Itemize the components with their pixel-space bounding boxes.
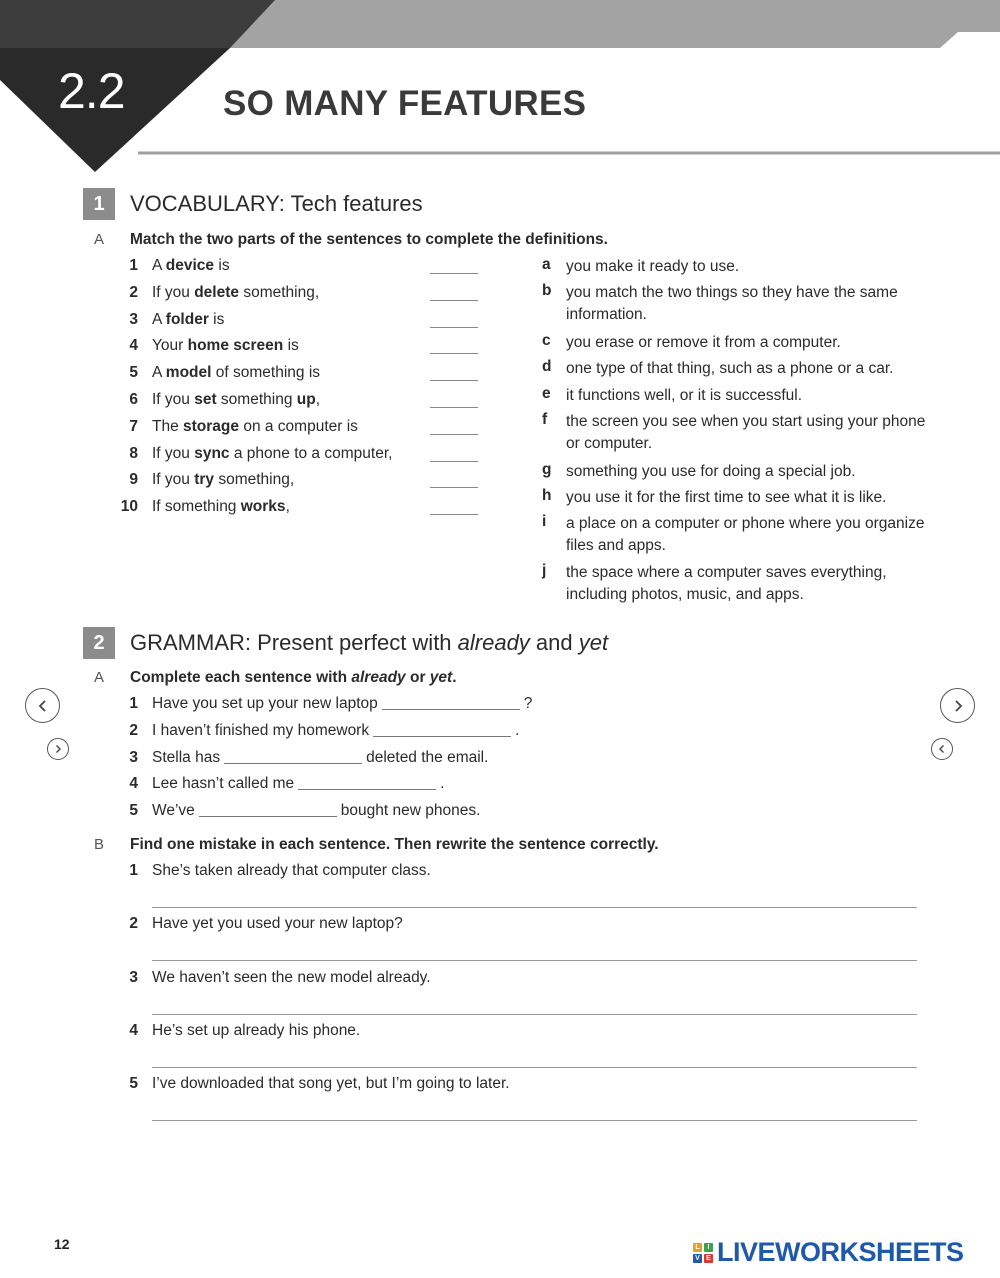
instruction: Find one mistake in each sentence. Then rewrite the sentence correctly. (130, 836, 659, 853)
answer-blank[interactable] (430, 380, 478, 381)
item-text: A (152, 257, 166, 274)
instruction-text: Complete each sentence with (130, 669, 352, 686)
item-keyword: folder (165, 310, 209, 328)
vocab-item (114, 364, 320, 382)
item-keyword: delete (194, 283, 240, 301)
section-2-badge: 2 (83, 627, 115, 659)
answer-blank[interactable] (430, 353, 478, 354)
definition-text: it functions well, or it is successful. (566, 387, 803, 404)
item-text: If you (152, 471, 195, 489)
vocab-item (114, 445, 392, 463)
item-text: on a computer is (239, 417, 358, 435)
instruction-text: . (452, 669, 457, 686)
item-keyword: set (194, 391, 217, 408)
definition-letter: e (542, 385, 551, 402)
definition-text: the screen you see when you start using your phone or computer. (566, 413, 926, 452)
definition-letter: f (542, 411, 548, 428)
rewrite-item (114, 1075, 510, 1093)
item-keyword: try (194, 471, 215, 489)
item-text: If you (152, 391, 195, 408)
title-text-and: and (529, 630, 579, 655)
item-text: Lee hasn’t called me (152, 775, 295, 793)
definition-letter: j (542, 562, 547, 579)
answer-blank[interactable] (430, 434, 478, 435)
item-text: Your (152, 337, 188, 355)
item-text: . (440, 775, 445, 793)
vocab-item (114, 391, 320, 409)
item-keyword: works (240, 498, 286, 516)
vocab-item (114, 418, 358, 436)
item-text: bought new phones. (340, 802, 481, 820)
small-prev-button[interactable] (931, 738, 953, 760)
item-number: 4 (129, 775, 138, 793)
item-text: something, (239, 283, 320, 301)
item-number: 2 (129, 283, 138, 301)
item-keyword: up (296, 391, 316, 408)
definition-letter: g (542, 461, 552, 478)
logo-tile: L (693, 1243, 702, 1252)
answer-blank[interactable] (199, 815, 337, 817)
grammar-item (114, 695, 532, 713)
grammar-item (114, 802, 480, 820)
item-text: ? (523, 695, 533, 712)
answer-blank[interactable] (382, 708, 520, 710)
item-text: She’s taken already that computer class. (152, 862, 431, 879)
item-number: 5 (129, 364, 138, 382)
item-text: is (283, 337, 299, 355)
item-text: We’ve (152, 802, 195, 820)
item-text: is (214, 257, 230, 274)
grammar-item (114, 775, 444, 793)
item-text: , (285, 498, 290, 516)
item-text: If something (152, 498, 241, 516)
item-text: deleted the email. (366, 748, 489, 766)
grammar-item (114, 722, 519, 740)
item-number: 3 (129, 310, 138, 328)
logo-tile: I (704, 1243, 713, 1252)
definition-letter: b (542, 282, 552, 299)
item-number: 1 (129, 862, 138, 879)
answer-blank[interactable] (430, 514, 478, 515)
vocab-item (114, 284, 319, 302)
rewrite-item (114, 915, 403, 933)
item-text: Have you set up your new laptop (152, 695, 378, 712)
rewrite-answer-line[interactable] (152, 1067, 917, 1068)
vocab-item (114, 498, 290, 516)
definition-text: the space where a computer saves everything, including photos, music, and apps. (566, 564, 887, 603)
definition-letter: i (542, 513, 547, 530)
vocab-item (114, 337, 299, 355)
item-number: 2 (129, 915, 138, 933)
item-keyword: storage (183, 417, 240, 435)
item-number: 1 (129, 695, 138, 712)
title-italic-already: already (457, 630, 530, 655)
chevron-right-icon (53, 744, 63, 754)
item-text: something, (214, 471, 295, 489)
item-number: 3 (129, 748, 138, 766)
instruction-italic: already (351, 669, 406, 686)
definition-letter: a (542, 256, 551, 273)
grammar-item (114, 749, 488, 767)
answer-blank[interactable] (430, 273, 478, 274)
definition-text: one type of that thing, such as a phone or a car. (566, 360, 894, 377)
item-number: 6 (129, 391, 138, 408)
unit-number: 2.2 (58, 63, 125, 119)
item-number: 7 (129, 417, 138, 435)
item-text: something (216, 391, 297, 408)
item-text: We haven’t seen the new model already. (152, 968, 431, 986)
item-number: 1 (129, 257, 138, 274)
section-1-title: VOCABULARY: Tech features (130, 191, 423, 216)
chevron-left-icon (937, 744, 947, 754)
answer-blank[interactable] (298, 788, 436, 790)
definition-letter: c (542, 332, 551, 349)
item-text: a phone to a computer, (229, 444, 393, 462)
vocab-item (114, 257, 230, 275)
definition-text: you match the two things so they have the same information. (566, 284, 898, 323)
rewrite-item (114, 1022, 360, 1040)
item-keyword: sync (194, 444, 230, 462)
answer-blank[interactable] (224, 762, 362, 764)
item-number: 4 (129, 337, 138, 355)
instruction: Match the two parts of the sentences to complete the definitions. (130, 231, 608, 248)
next-page-button[interactable] (940, 688, 975, 723)
definition-letter: d (542, 358, 552, 375)
answer-blank[interactable] (430, 461, 478, 462)
item-text: I haven’t finished my homework (152, 721, 370, 739)
item-number: 9 (129, 471, 138, 489)
item-text: If you (152, 444, 195, 462)
vocab-item (114, 311, 224, 329)
page-number: 12 (54, 1236, 70, 1252)
item-number: 10 (120, 498, 138, 516)
item-text: If you (152, 283, 195, 301)
rewrite-item (114, 969, 431, 987)
rewrite-answer-line[interactable] (152, 1120, 917, 1121)
section-2-title (130, 630, 608, 656)
small-next-button[interactable] (47, 738, 69, 760)
item-keyword: home screen (187, 337, 284, 355)
item-keyword: device (165, 257, 215, 274)
item-text: , (315, 391, 321, 408)
item-text: Stella has (152, 748, 221, 766)
title-italic-yet: yet (578, 630, 609, 655)
answer-blank[interactable] (373, 735, 511, 737)
item-text: Have yet you used your new laptop? (152, 915, 403, 933)
item-text: A (152, 310, 166, 328)
instruction-text: or (405, 669, 430, 686)
item-text: of something is (211, 364, 321, 382)
instruction (130, 669, 457, 687)
answer-blank[interactable] (430, 487, 478, 488)
rewrite-answer-line[interactable] (152, 1014, 917, 1015)
item-number: 2 (129, 721, 138, 739)
item-text: I’ve downloaded that song yet, but I’m going to later. (152, 1075, 510, 1093)
definition-text: a place on a computer or phone where you organize files and apps. (566, 515, 925, 554)
part-letter: A (94, 669, 105, 686)
rewrite-answer-line[interactable] (152, 960, 917, 961)
item-number: 5 (129, 1075, 138, 1093)
part-letter: A (94, 231, 105, 248)
instruction-italic: yet (429, 669, 453, 686)
item-text: A (152, 364, 166, 382)
definition-text: you use it for the first time to see what it is like. (566, 489, 887, 506)
logo-tiles (693, 1243, 713, 1263)
logo-text: LIVEWORKSHEETS (717, 1237, 964, 1267)
rewrite-item (114, 862, 431, 880)
definition-text: you make it ready to use. (566, 258, 740, 275)
logo-tile: E (704, 1254, 713, 1263)
section-1-badge: 1 (83, 188, 115, 220)
vocab-item (114, 471, 294, 489)
chevron-left-icon (36, 699, 50, 713)
answer-blank[interactable] (430, 327, 478, 328)
item-number: 8 (129, 444, 138, 462)
item-text: The (152, 417, 184, 435)
rewrite-answer-line[interactable] (152, 907, 917, 908)
unit-title: SO MANY FEATURES (223, 84, 587, 123)
definition-text: something you use for doing a special job. (566, 463, 856, 480)
item-text: He’s set up already his phone. (152, 1021, 361, 1039)
prev-page-button[interactable] (25, 688, 60, 723)
item-keyword: model (165, 364, 212, 382)
definition-text: you erase or remove it from a computer. (566, 334, 841, 351)
logo-tile: V (693, 1254, 702, 1263)
chevron-right-icon (951, 699, 965, 713)
part-letter: B (94, 836, 105, 853)
answer-blank[interactable] (430, 407, 478, 408)
answer-blank[interactable] (430, 300, 478, 301)
definition-letter: h (542, 487, 552, 504)
item-text: is (208, 310, 225, 328)
liveworksheets-logo[interactable] (693, 1237, 964, 1268)
item-text: . (515, 721, 520, 739)
item-number: 5 (129, 802, 138, 820)
title-text: GRAMMAR: Present perfect with (130, 630, 458, 655)
item-number: 3 (129, 968, 138, 986)
item-number: 4 (129, 1021, 138, 1039)
